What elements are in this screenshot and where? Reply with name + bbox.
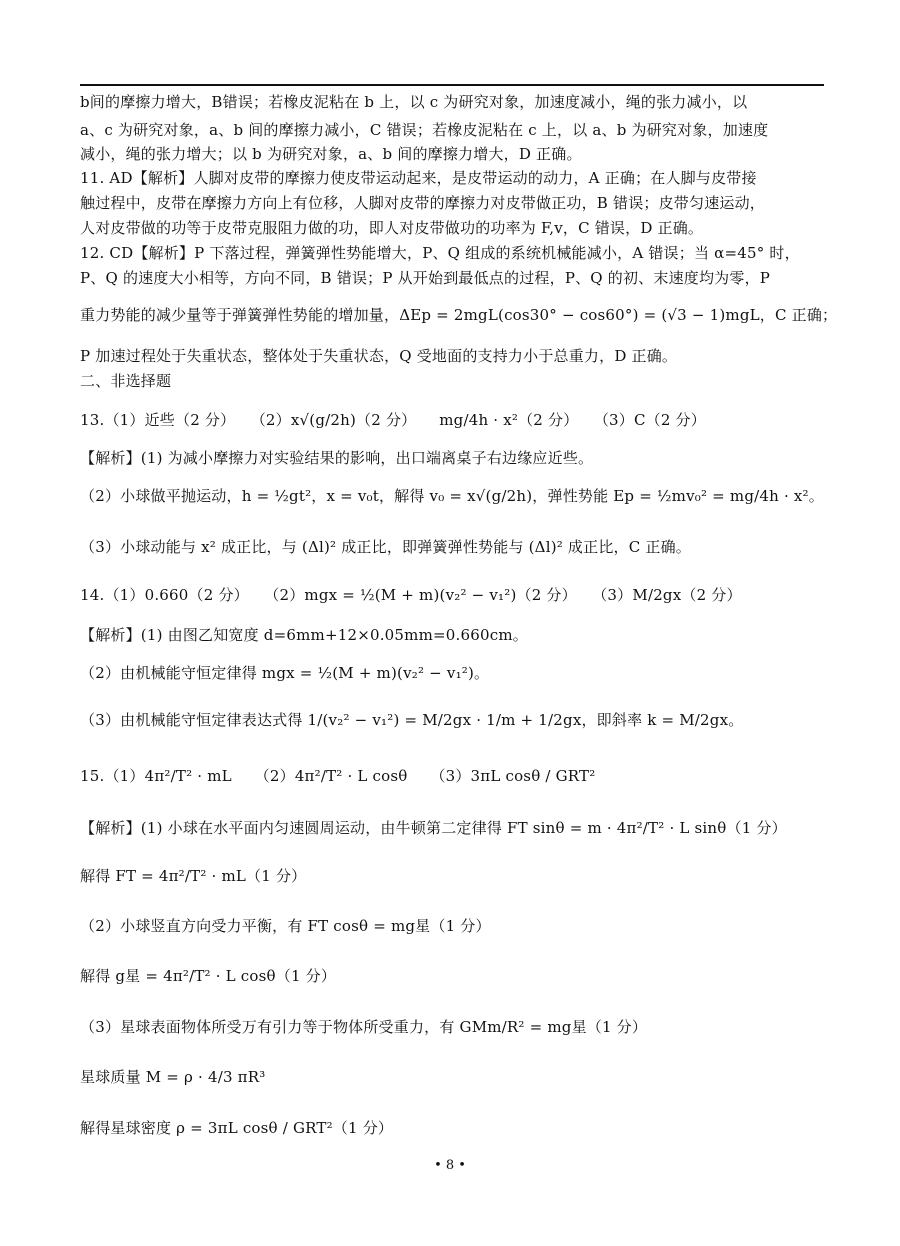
answer-14: 14.（1）0.660（2 分） （2）mgx = ½(M + m)(v₂² − v₁²)（2 分） （3）M/2gx（2 分） (80, 586, 742, 604)
text-line-1: b间的摩擦力增大，B错误；若橡皮泥粘在 b 上，以 c 为研究对象，加速度减小，绳的张力减小，以 (80, 93, 748, 111)
analysis-15-2-result: 解得 g星 = 4π²/T² · L cosθ（1 分） (80, 967, 337, 985)
answer-15: 15.（1）4π²/T² · mL （2）4π²/T² · L cosθ （3）3πL cosθ / GRT² (80, 767, 596, 785)
analysis-14-2: （2）由机械能守恒定律得 mgx = ½(M + m)(v₂² − v₁²)。 (80, 664, 490, 682)
text-line-8: P、Q 的速度大小相等，方向不同，B 错误；P 从开始到最低点的过程，P、Q 的初、末速度均为零，P (80, 269, 771, 287)
analysis-13-3: （3）小球动能与 x² 成正比，与 (Δl)² 成正比，即弹簧弹性势能与 (Δl)² 成正比，C 正确。 (80, 538, 691, 556)
text-line-7: 12. CD【解析】P 下落过程，弹簧弹性势能增大，P、Q 组成的系统机械能减小，A 错误；当 α=45° 时， (80, 244, 800, 262)
analysis-15-1: 【解析】(1) 小球在水平面内匀速圆周运动，由牛顿第二定律得 FT sinθ = m · 4π²/T² · L sinθ（1 分） (80, 819, 787, 837)
header-rule (80, 84, 824, 86)
analysis-15-3-result: 解得星球密度 ρ = 3πL cosθ / GRT²（1 分） (80, 1119, 394, 1137)
analysis-15-1-result: 解得 FT = 4π²/T² · mL（1 分） (80, 867, 307, 885)
section-heading: 二、非选择题 (80, 372, 172, 390)
text-line-6: 人对皮带做的功等于皮带克服阻力做的功，即人对皮带做功的功率为 F,v，C 错误，D 正确。 (80, 219, 704, 237)
analysis-14-3: （3）由机械能守恒定律表达式得 1/(v₂² − v₁²) = M/2gx · 1/m + 1/2gx，即斜率 k = M/2gx。 (80, 711, 744, 729)
text-line-10: P 加速过程处于失重状态，整体处于失重状态，Q 受地面的支持力小于总重力，D 正确。 (80, 347, 678, 365)
analysis-15-2: （2）小球竖直方向受力平衡，有 FT cosθ = mg星（1 分） (80, 917, 491, 935)
answer-13: 13.（1）近些（2 分） （2）x√(g/2h)（2 分） mg/4h · x²（2 分） （3）C（2 分） (80, 411, 706, 429)
analysis-15-3: （3）星球表面物体所受万有引力等于物体所受重力，有 GMm/R² = mg星（1 分） (80, 1018, 648, 1036)
analysis-14-1: 【解析】(1) 由图乙知宽度 d=6mm+12×0.05mm=0.660cm。 (80, 626, 528, 644)
text-line-2: a、c 为研究对象，a、b 间的摩擦力减小，C 错误；若橡皮泥粘在 c 上，以 a、b 为研究对象，加速度 (80, 121, 769, 139)
text-line-4: 11. AD【解析】人脚对皮带的摩擦力使皮带运动起来，是皮带运动的动力，A 正确；在人脚与皮带接 (80, 169, 757, 187)
page-number: • 8 • (434, 1158, 466, 1173)
analysis-13-1: 【解析】(1) 为减小摩擦力对实验结果的影响，出口端离桌子右边缘应近些。 (80, 449, 594, 467)
text-line-9: 重力势能的减少量等于弹簧弹性势能的增加量，ΔEp = 2mgL(cos30° − cos60°) = (√3 − 1)mgL，C 正确； (80, 306, 838, 324)
analysis-13-2: （2）小球做平抛运动，h = ½gt²，x = v₀t，解得 v₀ = x√(g/2h)，弹性势能 Ep = ½mv₀² = mg/4h · x²。 (80, 487, 824, 505)
analysis-15-3-mass: 星球质量 M = ρ · 4/3 πR³ (80, 1068, 266, 1086)
text-line-3: 减小，绳的张力增大；以 b 为研究对象，a、b 间的摩擦力增大，D 正确。 (80, 145, 582, 163)
text-line-5: 触过程中，皮带在摩擦力方向上有位移，人脚对皮带的摩擦力对皮带做正功，B 错误；皮带匀速运动， (80, 194, 765, 212)
